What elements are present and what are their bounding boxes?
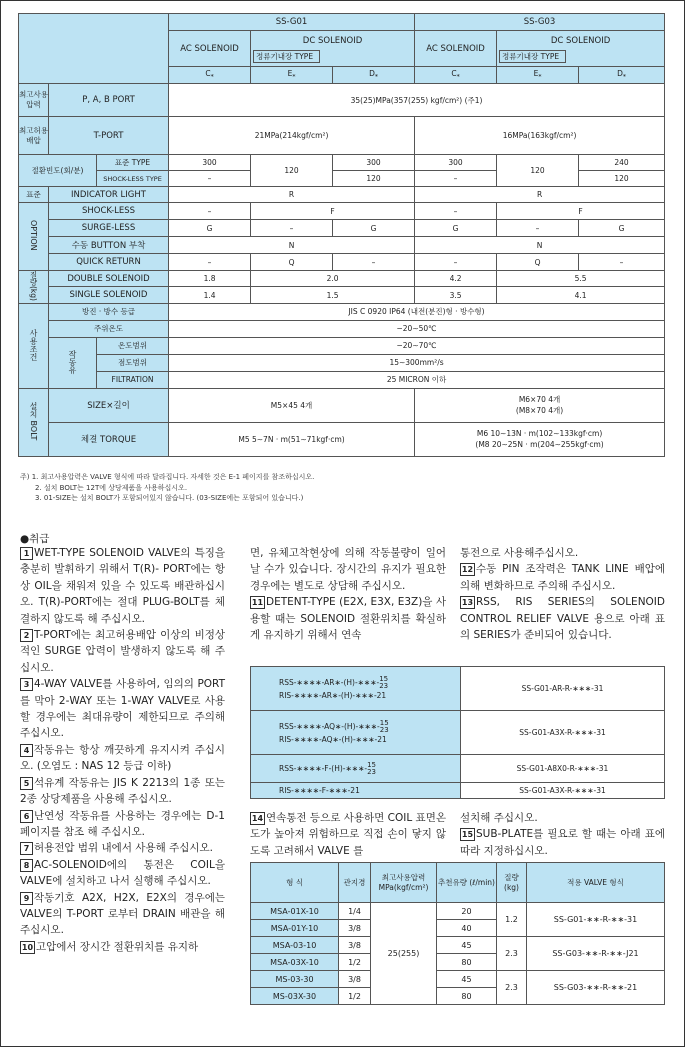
spec-corner [19,14,169,84]
indicator-light-label: INDICATOR LIGHT [49,187,169,203]
code-cell: $D_*$ [333,67,415,84]
bolt-label: 설치 BOLT [19,388,49,456]
max-pressure-label: 최고사용압력 [19,84,49,117]
torque-g03: M6 10∼13N · m(102∼133kgf·cm) (M8 20∼25N · m(204∼255kgf·cm) [415,422,665,456]
freq-sl: – [169,171,251,187]
rss-table [250,666,665,799]
surge-less-val: G [333,220,415,237]
item-15: 15 SUB-PLATE를 필요로 할 때는 아래 표에 따라 지정하십시오. [460,828,665,857]
temp-range-value: −20∼70℃ [169,337,665,354]
hdr-flow: 추천유량 (ℓ/min) [437,863,497,903]
handling-col-2 [250,545,446,643]
code-cell: $D_*$ [579,67,665,84]
hdr-pressure: 최고사용압력 MPa(kgf/cm²) [371,863,437,903]
item-13: 13 RSS, RIS SERIES의 SOLENOID CONTROL RELIEF VALVE 용으로 아래 표의 SERIES가 준비되어 있습니다. [460,596,665,642]
freq-std: 240 [579,155,665,171]
handling-col-5 [460,810,665,859]
item-4: 4 작동유는 항상 깨끗하게 유지시켜 주십시오. (오염도 : NAS 12 등급 이하) [20,743,225,773]
rss-row: RSS-∗∗∗∗-AR∗-(H)-∗∗∗-15 23 RIS-∗∗∗∗-AR∗-(H)-∗∗∗-21 SS-G01-AR-R-∗∗∗-31 [251,667,665,711]
freq-std: 120 [497,155,579,187]
item-2: 2 T-PORT에는 최고허용배압 이상의 비정상적인 SURGE 압력이 발생하지 않도록 해 주십시오. [20,629,225,674]
protection-label: 방진 · 방수 등급 [49,303,169,320]
single-val: 4.1 [497,287,665,303]
item-3: 3 4-WAY VALVE를 사용하여, 임의의 PORT를 막아 2-WAY 또는 1-WAY VALVE로 사용할 경우에는 최대유량이 제한되므로 주의해 주십시오. [20,678,225,740]
manual-val: N [169,237,415,254]
max-back-g01: 21MPa(214kgf/cm²) [169,117,415,155]
protection-value: JIS C 0920 IP64 (내전(분진)형 · 방수형) [169,303,665,320]
indicator-g03: R [415,187,665,203]
single-val: 1.4 [169,287,251,303]
manual-val: N [415,237,665,254]
single-val: 1.5 [251,287,415,303]
mass-label: 질량(kg) [19,271,49,304]
note-3: 3. 01-SIZE는 설치 BOLT가 포함되어있지 않습니다. (03-SIZE에는 포함되어 있습니다.) [35,494,304,502]
item-8: 8 AC-SOLENOID에의 통전은 COIL을 VALVE에 설치하고 나서 실행해 주십시오. [20,858,225,888]
freq-sl: 120 [579,171,665,187]
switch-freq-label: 절환빈도(회/분) [19,155,97,187]
ambient-label: 주위온도 [49,320,169,337]
shock-less-val: – [169,203,251,220]
handling-col-3 [460,545,665,643]
item-10-cont: 면, 유체고착현상에 의해 작동불량이 일어날 수가 있습니다. 장시간의 유지가 필요한 경우에는 별도로 상담해 주십시오. [250,547,446,592]
item-12: 12 수동 PIN 조작력은 TANK LINE 배압에 의해 변화하므로 주의해 주십시오. [460,563,665,592]
freq-std: 300 [415,155,497,171]
pressure-value: 25(255) [371,903,437,1005]
hdr-valve: 적용 VALVE 형식 [527,863,665,903]
handling-col-4 [250,810,446,859]
double-solenoid-label: DOUBLE SOLENOID [49,271,169,287]
ambient-value: −20∼50℃ [169,320,665,337]
item-14: 14 연속통전 등으로 사용하면 COIL 표면온도가 높아져 위험하므로 직접 손이 닿지 않도록 고려해서 VALVE 를 [250,812,446,857]
max-back-label: 최고허용배압 [19,117,49,155]
surge-less-val: – [497,220,579,237]
table-row: MSA-01Y-10 3/8 40 [251,920,665,937]
model-g01: SS-G01 [169,14,415,31]
size-g01: M5×45 4개 [169,388,415,422]
table-row: MS-03X-30 1/2 80 [251,988,665,1005]
ac-solenoid-g01: AC SOLENOID [169,31,251,67]
dc-solenoid-g03 [497,31,665,67]
freq-std: 300 [169,155,251,171]
item-14-cont: 설치해 주십시오. [460,812,538,824]
quick-val: – [333,254,415,271]
usage-label: 사용조건 [19,303,49,388]
double-val: 1.8 [169,271,251,287]
shock-less-val: F [497,203,665,220]
rectifier-type-label: 정류기내장 TYPE [253,50,320,63]
shock-less-val: – [415,203,497,220]
code-cell: $E_*$ [251,67,333,84]
manual-button-label: 수동 BUTTON 부착 [49,237,169,254]
freq-std: 300 [333,155,415,171]
surge-less-val: G [415,220,497,237]
dc-solenoid-label: DC SOLENOID [302,35,363,46]
standard-label: 표준 [19,187,49,203]
model-g03: SS-G03 [415,14,665,31]
shock-less-val: F [251,203,415,220]
single-solenoid-label: SINGLE SOLENOID [49,287,169,303]
filtration-label: FILTRATION [97,371,169,388]
table-row: MS-03-30 3/8 45 2.3 SS-G03-∗∗-R-∗∗-21 [251,971,665,988]
size-label: SIZE×길이 [49,388,169,422]
single-val: 3.5 [415,287,497,303]
item-10: 10 고압에서 장시간 절환위치를 유지하 [21,940,199,953]
filtration-value: 25 MICRON 이하 [169,371,665,388]
quick-return-label: QUICK RETURN [49,254,169,271]
visc-value: 15∼300mm²/s [169,354,665,371]
surge-less-label: SURGE-LESS [49,220,169,237]
item-1: 1 WET-TYPE SOLENOID VALVE의 특징을 충분히 발휘하기 위해서 T(R)- PORT에는 항상 OIL을 채워져 있을 수 있도록 배관하십시오. T(R)-PORT에는 절대 PLUG-BOLT를 체결하지 않도록 해 주십시오. [20,547,225,625]
shock-less-label: SHOCK-LESS [49,203,169,220]
hdr-model: 형 식 [251,863,339,903]
item-6: 6 난연성 작동유를 사용하는 경우에는 D-1 페이지를 참조 해 주십시오. [20,809,225,838]
notes [20,472,314,504]
item-5: 5 석유계 작동유는 JIS K 2213의 1종 또는 2종 상당제품을 사용해 주십시오. [20,776,225,806]
quick-val: – [579,254,665,271]
visc-label: 점도범위 [97,354,169,371]
double-val: 4.2 [415,271,497,287]
standard-type-label: 표준 TYPE [97,155,169,171]
section-title: ●취급 [20,533,50,545]
code-cell: $C_*$ [169,67,251,84]
item-9: 9 작동기호 A2X, H2X, E2X의 경우에는 VALVE의 T-PORT 로부터 DRAIN 배관을 해 주십시오. [20,891,225,937]
table-row: MSA-01X-10 1/4 25(255) 20 1.2 SS-G01-∗∗-R-∗∗-31 [251,903,665,920]
torque-g01: M5 5∼7N · m(51∼71kgf·cm) [169,422,415,456]
spec-table [18,13,665,457]
code-cell: $E_*$ [497,67,579,84]
quick-val: – [169,254,251,271]
surge-less-val: – [251,220,333,237]
handling-col-1 [20,545,225,955]
torque-label: 체결 TORQUE [49,422,169,456]
note-2: 2. 설치 BOLT는 12T에 상당제품을 사용하십시오. [35,483,188,492]
rss-row: RIS-∗∗∗∗-F-∗∗∗-21 SS-G01-A3X-R-∗∗∗-31 [251,783,665,799]
table-row: MSA-03X-10 1/2 80 [251,954,665,971]
rectifier-type-label: 정류기내장 TYPE [499,50,566,63]
note-1: 주) 1. 최고사용압력은 VALVE 형식에 따라 달라집니다. 자세한 것은 E-1 페이지를 참조하십시오. [20,473,315,481]
quick-val: – [415,254,497,271]
table-row: MSA-03-10 3/8 45 2.3 SS-G03-∗∗-R-∗∗-J21 [251,937,665,954]
item-11: 11 DETENT-TYPE (E2X, E3X, E3Z)을 사용할 때는 SOLENOID 절환위치를 확실하게 유지하기 위해서 연속 [250,596,446,642]
freq-sl: – [415,171,497,187]
dc-solenoid-label: DC SOLENOID [550,35,611,46]
double-val: 2.0 [251,271,415,287]
size-g03: M6×70 4개 (M8×70 4개) [415,388,665,422]
rss-row: RSS-∗∗∗∗-AQ∗-(H)-∗∗∗-15 23 RIS-∗∗∗∗-AQ∗-(H)-∗∗∗-21 SS-G01-A3X-R-∗∗∗-31 [251,711,665,755]
shockless-type-label: SHOCK-LESS TYPE [97,171,169,187]
item-7: 7 허용전압 범위 내에서 사용해 주십시오. [20,840,225,856]
indicator-g01: R [169,187,415,203]
code-cell: $C_*$ [415,67,497,84]
max-back-port: T-PORT [49,117,169,155]
quick-val: Q [497,254,579,271]
max-back-g03: 16MPa(163kgf/cm²) [415,117,665,155]
double-val: 5.5 [497,271,665,287]
temp-range-label: 온도범위 [97,337,169,354]
hdr-mass: 질량 (kg) [497,863,527,903]
subplate-table [250,862,665,1005]
freq-std: 120 [251,155,333,187]
surge-less-val: G [579,220,665,237]
option-label: OPTION [19,203,49,271]
surge-less-val: G [169,220,251,237]
dc-solenoid-g01 [251,31,415,67]
fluid-label: 작동유 [49,337,97,388]
max-pressure-value: 35(25)MPa(357(255) kgf/cm²) (주1) [169,84,665,117]
item-11-cont: 통전으로 사용해주십시오. [460,547,579,559]
max-pressure-port: P, A, B PORT [49,84,169,117]
quick-val: Q [251,254,333,271]
rss-row: RSS-∗∗∗∗-F-(H)-∗∗∗-15 23 SS-G01-A8X0-R-∗∗∗-31 [251,755,665,783]
freq-sl: 120 [333,171,415,187]
ac-solenoid-g03: AC SOLENOID [415,31,497,67]
hdr-pipe: 관지경 [339,863,371,903]
